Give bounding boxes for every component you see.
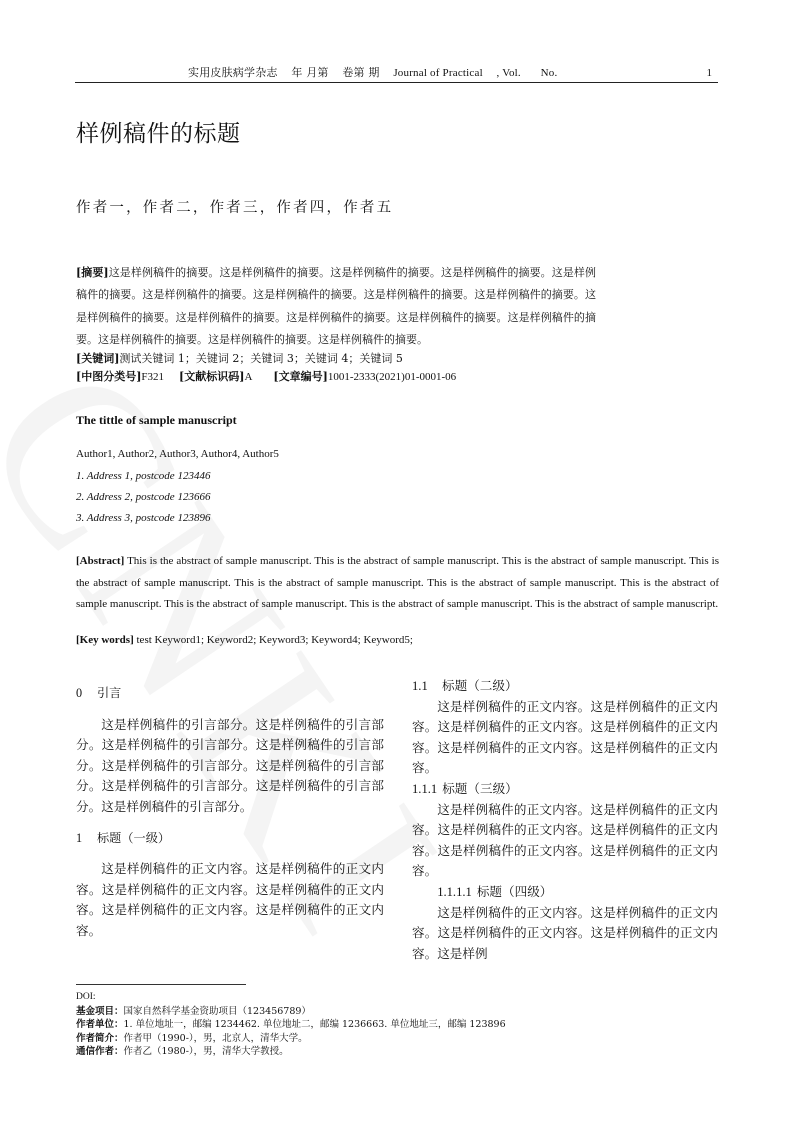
abstract-en-text: This is the abstract of sample manuscript. This is the abstract of sample manuscript. This is the abstract of sample manuscript. This is the abstract of sample manuscript. This is the abstract of sample manuscript. This is the abstract of sample manuscript. This is the abstract of sample manuscript. This is the abstract of sample manuscript. This is the abstract of sample manuscript. This is the abstract of sample manuscript. <box>76 555 719 611</box>
corresponding-line <box>76 1045 506 1059</box>
keywords-cn-label: [关键词] <box>76 352 120 365</box>
section-number: 0 <box>76 686 83 700</box>
issue-year-month: 年 月第 <box>291 66 329 79</box>
running-header <box>75 64 718 83</box>
abstract-en-label: [Abstract] <box>76 555 125 567</box>
section-heading-1 <box>76 828 384 849</box>
affiliation-label: 作者单位： <box>76 1019 124 1031</box>
doc-code-label: [文献标识码] <box>179 370 245 383</box>
fund-line <box>76 1005 506 1019</box>
section-number: 1.1 <box>412 679 428 693</box>
section-heading-1-1-1-1 <box>412 882 718 903</box>
section-paragraph-0: 这是样例稿件的引言部分。这是样例稿件的引言部分。这是样例稿件的引言部分。这是样例稿件的引言部分。这是样例稿件的引言部分。这是样例稿件的引言部分。这是样例稿件的引言部分。这是样例稿件的引言部分。这是样例稿件的引言部分。 <box>76 716 384 814</box>
paper-title-en: The tittle of sample manuscript <box>76 413 237 427</box>
paper-title-cn: 样例稿件的标题 <box>76 121 241 147</box>
corresponding-text: 作者乙（1980-），男，清华大学教授。 <box>123 1046 289 1058</box>
bio-line <box>76 1032 506 1046</box>
article-no-value: 1001-2333(2021)01-0001-06 <box>327 371 457 383</box>
authors-en: Author1, Author2, Author3, Author4, Author5 <box>76 448 279 460</box>
section-title: 标题（二级） <box>442 678 518 693</box>
fund-label: 基金项目： <box>76 1005 124 1017</box>
section-title: 标题（四级） <box>476 883 553 899</box>
section-number: 1.1.1 <box>412 781 438 796</box>
section-paragraph-1-1-1: 这是样例稿件的正文内容。这是样例稿件的正文内容。这是样例稿件的正文内容。这是样例稿件的正文内容。这是样例稿件的正文内容。这是样例稿件的正文内容。 <box>412 801 718 879</box>
volume-label: , Vol. <box>496 67 521 79</box>
body-right-column <box>412 676 718 964</box>
body-left-column <box>76 683 384 942</box>
corresponding-label: 通信作者： <box>76 1046 124 1058</box>
clc-label: [中图分类号] <box>76 370 142 383</box>
section-title: 引言 <box>97 686 122 700</box>
journal-name-cn: 实用皮肤病学杂志 <box>188 66 278 79</box>
address-3: 3. Address 3, postcode 123896 <box>76 512 211 524</box>
bio-label: 作者简介： <box>76 1032 124 1044</box>
section-paragraph-1-1: 这是样例稿件的正文内容。这是样例稿件的正文内容。这是样例稿件的正文内容。这是样例稿件的正文内容。这是样例稿件的正文内容。这是样例稿件的正文内容。 <box>412 698 718 776</box>
abstract-cn-label: [摘要] <box>76 266 109 279</box>
bio-text: 作者甲（1990-），男，北京人，清华大学。 <box>123 1032 308 1044</box>
doi-label: DOI: <box>76 992 96 1002</box>
section-heading-1-1-1 <box>412 779 718 800</box>
section-heading-0 <box>76 683 384 704</box>
section-title: 标题（一级） <box>97 830 171 845</box>
keywords-en-label: [Key words] <box>76 634 134 646</box>
footnotes <box>76 990 506 1059</box>
keywords-en-text: test Keyword1; Keyword2; Keyword3; Keyword4; Keyword5; <box>136 634 413 646</box>
keywords-cn-text: 测试关键词 1；关键词 2；关键词 3；关键词 4；关键词 5 <box>119 352 403 365</box>
footnote-divider <box>76 984 246 985</box>
section-paragraph-1: 这是样例稿件的正文内容。这是样例稿件的正文内容。这是样例稿件的正文内容。这是样例稿件的正文内容。这是样例稿件的正文内容。这是样例稿件的正文内容。 <box>76 861 384 938</box>
section-number: 1.1.1.1 <box>437 884 472 899</box>
section-title: 标题（三级） <box>442 780 518 796</box>
section-number: 1 <box>76 830 83 845</box>
issue-volume: 卷第 期 <box>342 66 380 79</box>
clc-value: F321 <box>141 371 165 383</box>
affiliation-line <box>76 1018 506 1032</box>
section-paragraph-1-1-1-1: 这是样例稿件的正文内容。这是样例稿件的正文内容。这是样例稿件的正文内容。这是样例稿件的正文内容。这是样例 <box>412 904 718 961</box>
affiliation-text: 1. 单位地址一，邮编 1234462. 单位地址二，邮编 1236663. 单位地址三，邮编 123896 <box>123 1019 506 1031</box>
doc-code-value: A <box>244 371 253 383</box>
article-no-label: [文章编号] <box>273 370 328 383</box>
abstract-en <box>76 551 719 616</box>
classification-line <box>76 368 456 386</box>
keywords-en <box>76 634 413 646</box>
doi-line <box>76 990 506 1005</box>
abstract-cn-text: 这是样例稿件的摘要。这是样例稿件的摘要。这是样例稿件的摘要。这是样例稿件的摘要。这是样例稿件的摘要。这是样例稿件的摘要。这是样例稿件的摘要。这是样例稿件的摘要。这是样例稿件的摘要。这是样例稿件的摘要。这是样例稿件的摘要。这是样例稿件的摘要。这是样例稿件的摘要。这是样例稿件的摘要。这是样例稿件的摘要。这是样例稿件的摘要。这是样例稿件的摘要。 <box>76 266 596 347</box>
address-1: 1. Address 1, postcode 123446 <box>76 470 211 482</box>
number-label: No. <box>540 67 558 79</box>
fund-text: 国家自然科学基金资助项目（123456789） <box>123 1005 311 1017</box>
keywords-cn <box>76 350 403 368</box>
address-2: 2. Address 2, postcode 123666 <box>76 491 211 503</box>
section-heading-1-1 <box>412 676 718 697</box>
page-number: 1 <box>706 67 712 79</box>
journal-name-en: Journal of Practical <box>393 67 483 79</box>
abstract-cn <box>76 262 596 352</box>
authors-cn: 作者一，作者二，作者三，作者四，作者五 <box>76 200 394 216</box>
